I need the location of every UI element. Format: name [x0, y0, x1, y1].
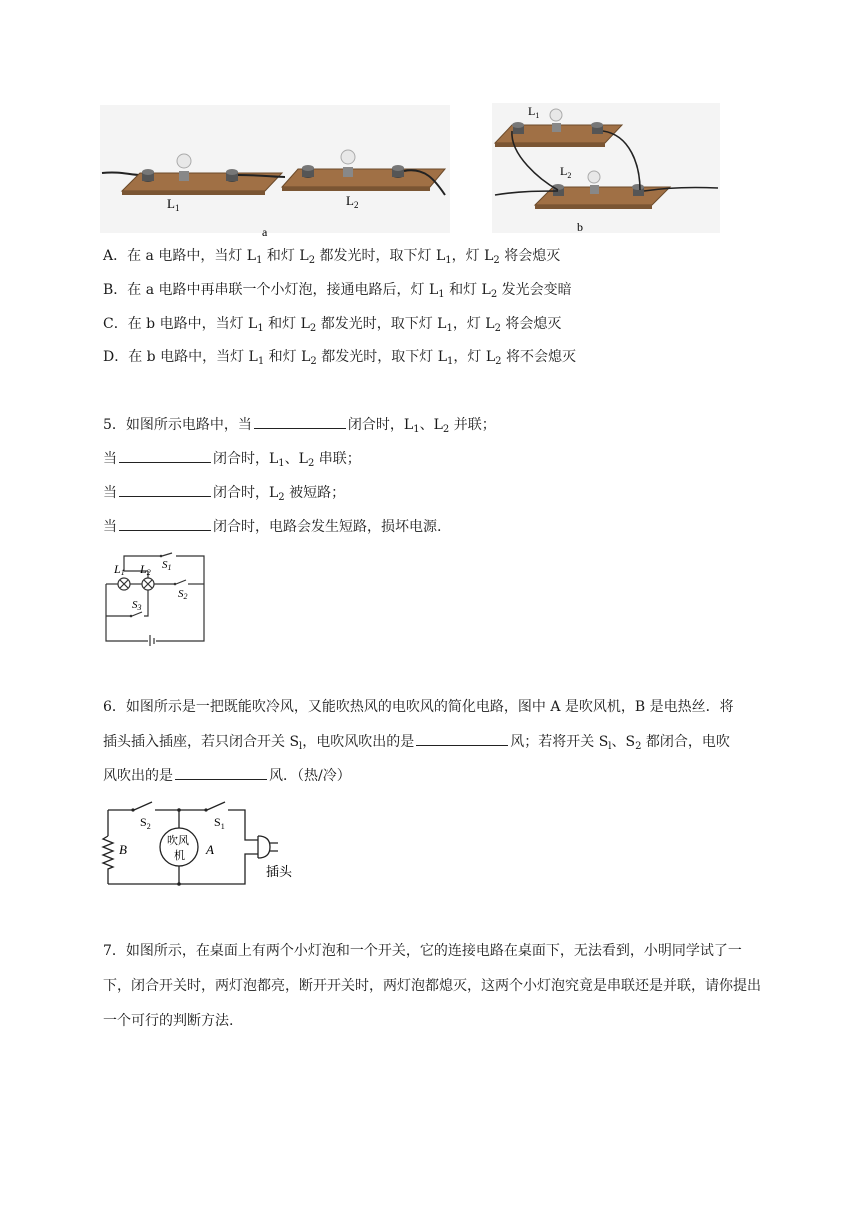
label-s2: S2	[178, 588, 188, 601]
answer-blank[interactable]	[416, 731, 508, 746]
label-l2-b: $L_2$	[560, 164, 572, 180]
label-figure-a: a	[262, 225, 268, 239]
figure-q4-circuits	[100, 95, 730, 240]
bulb-l1-a	[177, 154, 191, 168]
answer-blank[interactable]	[254, 414, 346, 429]
q5-line-2: 当 闭合时，$L_1$、$L_2$ 串联；	[103, 448, 361, 469]
label-l1-a: $L_1$	[167, 196, 180, 213]
label-s3: S3	[132, 599, 142, 612]
label-s1: $S_1$	[214, 815, 225, 831]
label-a: A	[206, 842, 214, 857]
option-a: A．在 a 电路中，当灯 $L_1$ 和灯 $L_2$ 都发光时，取下灯 $L_1$，灯 $L_2$ 将会熄灭	[103, 248, 561, 266]
label-motor-line-2: 机	[174, 850, 185, 862]
q7-text: 7．如图所示，在桌面上有两个小灯泡和一个开关，它的连接电路在桌面下，无法看到，小明同学试了一下，闭合开关时，两灯泡都亮，断开开关时，两灯泡都熄灭，这两个小灯泡究竟是串联还是并联，请你提出一个可行的判断方法.	[103, 943, 761, 1029]
label-plug: 插头	[266, 864, 293, 879]
q5-line-4: 当 闭合时，电路会发生短路，损坏电源.	[103, 516, 441, 537]
figure-b-background	[492, 103, 720, 233]
label-motor-line-1: 吹风	[167, 835, 189, 847]
label-l2-a: $L_2$	[346, 193, 359, 210]
bulb-base-l2-a	[343, 167, 353, 177]
label-s1: S1	[162, 559, 172, 572]
bulb-base-l1-a	[179, 171, 189, 181]
figure-q6-circuit	[100, 796, 300, 896]
label-figure-b: b	[577, 220, 583, 234]
q6-line-1: 6．如图所示是一把既能吹冷风，又能吹热风的电吹风的简化电路，图中 A 是吹风机，B 是电热丝．将	[103, 699, 734, 715]
answer-blank[interactable]	[119, 516, 211, 531]
label-b: B	[119, 842, 127, 857]
q6-line-2: 插头插入插座，若只闭合开关 $S_l$，电吹风吹出的是 风；若将开关 $S_l$、$S_2$ 都闭合，电吹	[103, 731, 730, 752]
answer-blank[interactable]	[119, 482, 211, 497]
label-l1: L1	[114, 562, 125, 577]
q6-line-3: 风吹出的是 风．（热/冷）	[103, 765, 351, 786]
bulb-l2-a	[341, 150, 355, 164]
option-d: D．在 b 电路中，当灯 $L_1$ 和灯 $L_2$ 都发光时，取下灯 $L_1$，灯 $L_2$ 将不会熄灭	[103, 349, 576, 367]
bulb-l1-b	[550, 109, 562, 121]
figure-q5-circuit	[100, 546, 210, 646]
answer-blank[interactable]	[175, 765, 267, 780]
label-l2: L2	[140, 562, 151, 577]
label-l1-b: $L_1$	[528, 104, 540, 120]
bulb-l2-b	[588, 171, 600, 183]
option-c: C．在 b 电路中，当灯 $L_1$ 和灯 $L_2$ 都发光时，取下灯 $L_1$，灯 $L_2$ 将会熄灭	[103, 316, 562, 334]
answer-blank[interactable]	[119, 448, 211, 463]
label-s2: $S_2$	[140, 815, 151, 831]
q5-line-3: 当 闭合时，$L_2$ 被短路；	[103, 482, 345, 503]
q5-line-1: 5．如图所示电路中，当 闭合时，$L_1$、$L_2$ 并联；	[103, 414, 496, 435]
option-b: B．在 a 电路中再串联一个小灯泡，接通电路后，灯 $L_1$ 和灯 $L_2$ 发光会变暗	[103, 282, 572, 300]
